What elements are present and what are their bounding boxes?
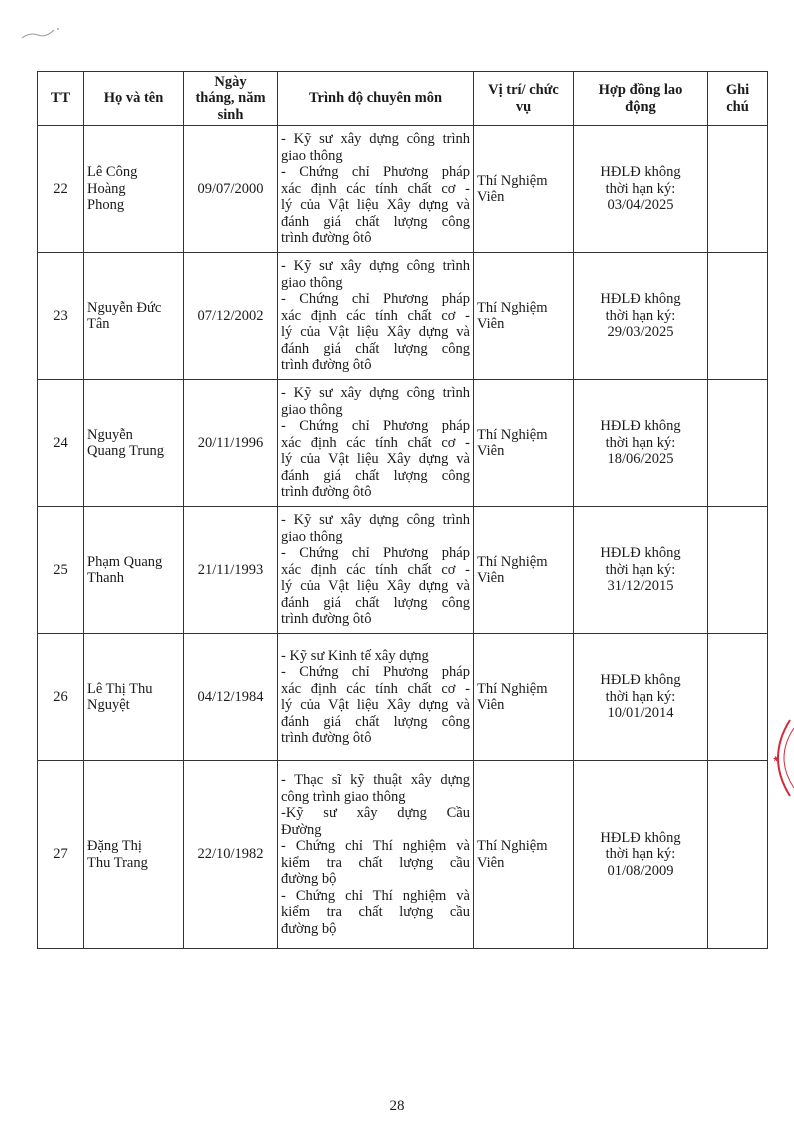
header-note-line: Ghi: [725, 82, 750, 98]
employee-name-line: Nguyễn: [87, 426, 133, 443]
qualification-line: lý của Vật liệu Xây dựng và: [281, 578, 470, 595]
position: [474, 507, 574, 634]
qualification-line: giao thông: [281, 401, 343, 418]
employee-name-line: Quang Trung: [87, 443, 164, 459]
table-row: [38, 507, 768, 634]
qualification-line: -Kỹ sư xây dựng Cầu: [281, 805, 470, 821]
employee-name-line: Thanh: [87, 570, 125, 586]
table-row: [38, 761, 768, 949]
scan-mark-icon: [18, 24, 68, 42]
labor-contract-line: HĐLĐ không: [600, 291, 681, 308]
qualification-line: đường bộ: [281, 920, 337, 937]
qualification-line: đánh giá chất lượng công: [281, 213, 470, 230]
staff-table: [37, 71, 768, 949]
table-row: [38, 380, 768, 507]
employee-name-line: Đặng Thị: [87, 838, 142, 854]
qualification-line: - Chứng chỉ Thí nghiệm và: [281, 887, 470, 904]
qualification-line: - Kỹ sư Kinh tế xây dựng: [281, 647, 429, 664]
qualification-line: giao thông: [281, 274, 343, 291]
employee-name: [84, 253, 184, 380]
qualification-line: - Thạc sĩ kỹ thuật xây dựng: [281, 772, 470, 788]
qualification-line: lý của Vật liệu Xây dựng và: [281, 451, 470, 468]
date-of-birth: 20/11/1996: [184, 380, 278, 507]
header-qualification: Trình độ chuyên môn: [278, 72, 474, 126]
position-line: Thí Nghiệm: [477, 553, 548, 570]
table-row: [38, 126, 768, 253]
qualification-line: - Chứng chỉ Phương pháp: [281, 418, 470, 435]
qualification-line: - Kỹ sư xây dựng công trình: [281, 258, 470, 275]
header-name: Họ và tên: [84, 72, 184, 126]
qualification-line: đường bộ: [281, 871, 337, 887]
labor-contract-line: 29/03/2025: [607, 324, 674, 341]
svg-text:✱: ✱: [772, 755, 781, 763]
date-of-birth: 22/10/1982: [184, 761, 278, 949]
qualification-line: đánh giá chất lượng công: [281, 594, 470, 611]
header-contract-line: Hợp đồng lao: [598, 82, 683, 98]
labor-contract: [574, 253, 708, 380]
labor-contract-line: thời hạn ký:: [605, 180, 676, 197]
qualification: [278, 253, 474, 380]
labor-contract: [574, 126, 708, 253]
employee-name-line: Phạm Quang: [87, 553, 163, 570]
qualification-line: xác định các tính chất cơ -: [281, 180, 470, 197]
row-number: 23: [38, 253, 84, 380]
position-line: Viên: [477, 697, 505, 713]
position: [474, 761, 574, 949]
employee-name-line: Thu Trang: [87, 854, 148, 871]
qualification-line: trình đường ôtô: [281, 484, 372, 501]
labor-contract-line: thời hạn ký:: [605, 307, 676, 324]
position-line: Viên: [477, 570, 505, 586]
labor-contract-line: 18/06/2025: [607, 451, 674, 468]
employee-name-line: Lê Công: [87, 164, 138, 181]
position: [474, 253, 574, 380]
labor-contract-line: 03/04/2025: [607, 197, 674, 214]
note: [708, 380, 768, 507]
qualification-line: công trình giao thông: [281, 788, 406, 805]
note: [708, 253, 768, 380]
employee-name-line: Hoàng: [87, 180, 126, 197]
header-note-line: chú: [726, 98, 749, 115]
labor-contract-line: HĐLĐ không: [600, 418, 681, 435]
qualification-line: lý của Vật liệu Xây dựng và: [281, 697, 470, 713]
position-line: Viên: [477, 189, 505, 205]
labor-contract-line: thời hạn ký:: [605, 434, 676, 451]
header-position-line: vụ: [515, 98, 532, 115]
position: [474, 380, 574, 507]
qualification-line: lý của Vật liệu Xây dựng và: [281, 324, 470, 341]
qualification: [278, 126, 474, 253]
qualification: [278, 761, 474, 949]
header-contract: [574, 72, 708, 126]
labor-contract: [574, 380, 708, 507]
qualification-line: trình đường ôtô: [281, 357, 372, 374]
qualification-line: giao thông: [281, 528, 343, 545]
employee-name-line: Lê Thị Thu: [87, 680, 153, 697]
qualification-line: - Chứng chỉ Phương pháp: [281, 545, 470, 562]
row-number: 26: [38, 634, 84, 761]
note: [708, 761, 768, 949]
employee-name: [84, 380, 184, 507]
qualification-line: trình đường ôtô: [281, 730, 372, 746]
date-of-birth: 07/12/2002: [184, 253, 278, 380]
position-line: Thí Nghiệm: [477, 426, 548, 443]
qualification: [278, 634, 474, 761]
table-row: [38, 253, 768, 380]
qualification-line: xác định các tính chất cơ -: [281, 561, 470, 578]
qualification-line: - Chứng chỉ Thí nghiệm và: [281, 838, 470, 854]
stamp-edge-icon: [760, 718, 794, 798]
qualification-line: xác định các tính chất cơ -: [281, 307, 470, 324]
labor-contract: [574, 507, 708, 634]
note: [708, 634, 768, 761]
page-number: 28: [389, 1098, 405, 1114]
qualification-line: kiểm tra chất lượng cầu: [281, 854, 470, 871]
qualification-line: đánh giá chất lượng công: [281, 467, 470, 484]
qualification-line: lý của Vật liệu Xây dựng và: [281, 197, 470, 214]
date-of-birth: 21/11/1993: [184, 507, 278, 634]
position-line: Viên: [477, 316, 505, 332]
header-position: [474, 72, 574, 126]
table-row: [38, 634, 768, 761]
employee-name-line: Nguyệt: [87, 697, 130, 713]
employee-name-line: Tân: [87, 316, 110, 332]
header-tt: TT: [38, 72, 84, 126]
labor-contract-line: thời hạn ký:: [605, 561, 676, 578]
header-contract-line: động: [625, 98, 656, 115]
employee-name-line: Phong: [87, 197, 125, 214]
row-number: 25: [38, 507, 84, 634]
employee-name: [84, 634, 184, 761]
position-line: Viên: [477, 854, 505, 871]
row-number: 27: [38, 761, 84, 949]
header-dob-line: Ngày: [214, 73, 247, 90]
labor-contract: [574, 634, 708, 761]
date-of-birth: 09/07/2000: [184, 126, 278, 253]
qualification-line: - Kỹ sư xây dựng công trình: [281, 512, 470, 529]
note: [708, 126, 768, 253]
header-dob: [184, 72, 278, 126]
qualification-line: - Kỹ sư xây dựng công trình: [281, 385, 470, 402]
labor-contract-line: HĐLĐ không: [600, 164, 681, 181]
qualification-line: đánh giá chất lượng công: [281, 340, 470, 357]
labor-contract-line: 01/08/2009: [607, 862, 674, 879]
qualification-line: xác định các tính chất cơ -: [281, 434, 470, 451]
labor-contract-line: HĐLĐ không: [600, 829, 681, 846]
qualification-line: - Chứng chỉ Phương pháp: [281, 164, 470, 181]
labor-contract-line: 10/01/2014: [607, 705, 674, 722]
position-line: Thí Nghiệm: [477, 680, 548, 697]
qualification-line: - Chứng chỉ Phương pháp: [281, 664, 470, 680]
qualification: [278, 380, 474, 507]
position-line: Thí Nghiệm: [477, 299, 548, 316]
qualification-line: - Chứng chỉ Phương pháp: [281, 291, 470, 308]
employee-name: [84, 507, 184, 634]
position-line: Thí Nghiệm: [477, 838, 548, 854]
qualification-line: xác định các tính chất cơ -: [281, 680, 470, 697]
note: [708, 507, 768, 634]
row-number: 22: [38, 126, 84, 253]
position-line: Viên: [477, 443, 505, 459]
labor-contract-line: thời hạn ký:: [605, 846, 676, 863]
row-number: 24: [38, 380, 84, 507]
labor-contract-line: 31/12/2015: [607, 578, 674, 595]
labor-contract: [574, 761, 708, 949]
qualification-line: trình đường ôtô: [281, 611, 372, 628]
qualification-line: trình đường ôtô: [281, 230, 372, 247]
date-of-birth: 04/12/1984: [184, 634, 278, 761]
qualification-line: kiểm tra chất lượng cầu: [281, 904, 470, 920]
header-row: [38, 72, 768, 126]
qualification-line: Đường: [281, 821, 322, 838]
labor-contract-line: thời hạn ký:: [605, 688, 676, 705]
qualification: [278, 507, 474, 634]
employee-name: [84, 126, 184, 253]
position-line: Thí Nghiệm: [477, 172, 548, 189]
position: [474, 126, 574, 253]
header-note: [708, 72, 768, 126]
position: [474, 634, 574, 761]
qualification-line: đánh giá chất lượng công: [281, 713, 470, 730]
header-dob-line: sinh: [217, 106, 244, 123]
header-position-line: Vị trí/ chức: [488, 82, 559, 98]
qualification-line: - Kỹ sư xây dựng công trình: [281, 131, 470, 148]
labor-contract-line: HĐLĐ không: [600, 545, 681, 562]
employee-name: [84, 761, 184, 949]
qualification-line: giao thông: [281, 147, 343, 164]
header-dob-line: tháng, năm: [195, 90, 266, 107]
employee-name-line: Nguyễn Đức: [87, 299, 162, 316]
labor-contract-line: HĐLĐ không: [600, 672, 681, 689]
